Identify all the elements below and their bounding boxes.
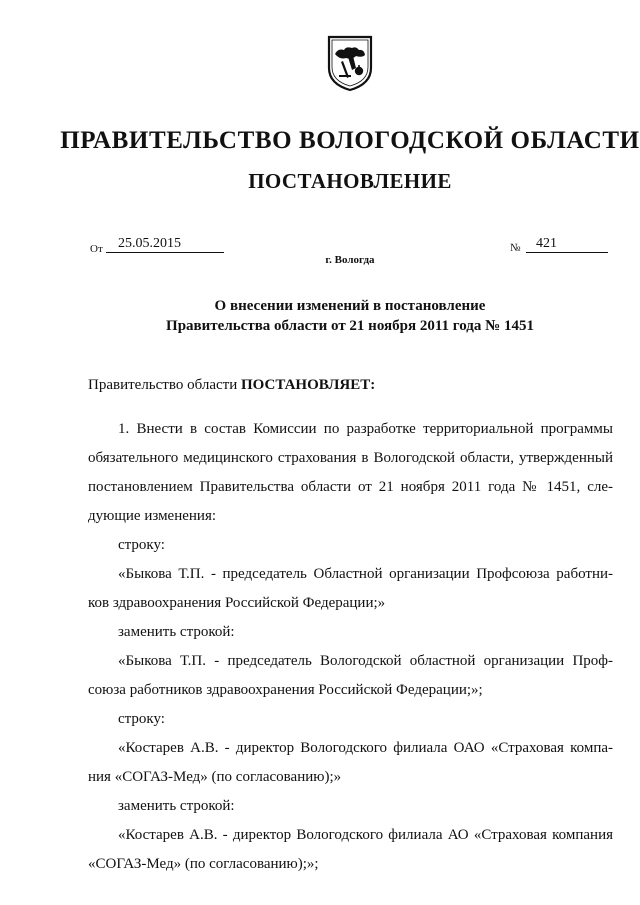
coat-of-arms-icon [326,34,374,92]
body-line: «Быкова Т.П. - председатель Вологодской областной организации Проф- [118,653,613,669]
body-line: ния «СОГАЗ-Мед» (по согласованию);» [88,769,342,785]
body-line: строку: [118,711,165,727]
document-type-title: ПОСТАНОВЛЕНИЕ [248,169,452,193]
document-subject [0,296,640,336]
body-line: строку: [118,537,165,553]
preamble-verb: ПОСТАНОВЛЯЕТ: [240,377,376,393]
body-line: 1. Внести в состав Комиссии по разработке территориальной программы [118,421,613,437]
number-prefix: № [510,242,521,254]
body-line: «СОГАЗ-Мед» (по согласованию);»; [88,856,319,872]
date-field [106,236,224,253]
body-line: «Костарев А.В. - директор Вологодского филиала ОАО «Страховая компа- [118,740,613,756]
body-line: постановлением Правительства области от 21 ноября 2011 года № 1451, сле- [88,479,613,495]
subject-line-2: Правительства области от 21 ноября 2011 года № 1451 [166,318,534,334]
body-line: заменить строкой: [118,798,235,814]
body-line: «Быкова Т.П. - председатель Областной организации Профсоюза работни- [118,566,613,582]
number-value: 421 [536,236,557,251]
date-prefix: От [90,243,103,255]
date-value: 25.05.2015 [118,236,181,251]
subject-line-1: О внесении изменений в постановление [214,298,486,314]
body-line: ков здравоохранения Российской Федерации;» [88,595,386,611]
body-line: заменить строкой: [118,624,235,640]
organization-title: ПРАВИТЕЛЬСТВО ВОЛОГОДСКОЙ ОБЛАСТИ [60,127,640,154]
preamble [88,376,375,395]
body-line: союза работников здравоохранения Российской Федерации;»; [88,682,483,698]
number-field [526,236,608,253]
preamble-text: Правительство области [88,377,241,393]
body-line: дующие изменения: [88,508,217,524]
body-text [88,415,613,879]
body-line: обязательного медицинского страхования в Вологодской области, утвержденный [88,450,613,466]
city-label: г. Вологда [325,254,375,266]
coat-of-arms-emblem [326,34,374,92]
body-line: «Костарев А.В. - директор Вологодского филиала АО «Страховая компания [118,827,613,843]
